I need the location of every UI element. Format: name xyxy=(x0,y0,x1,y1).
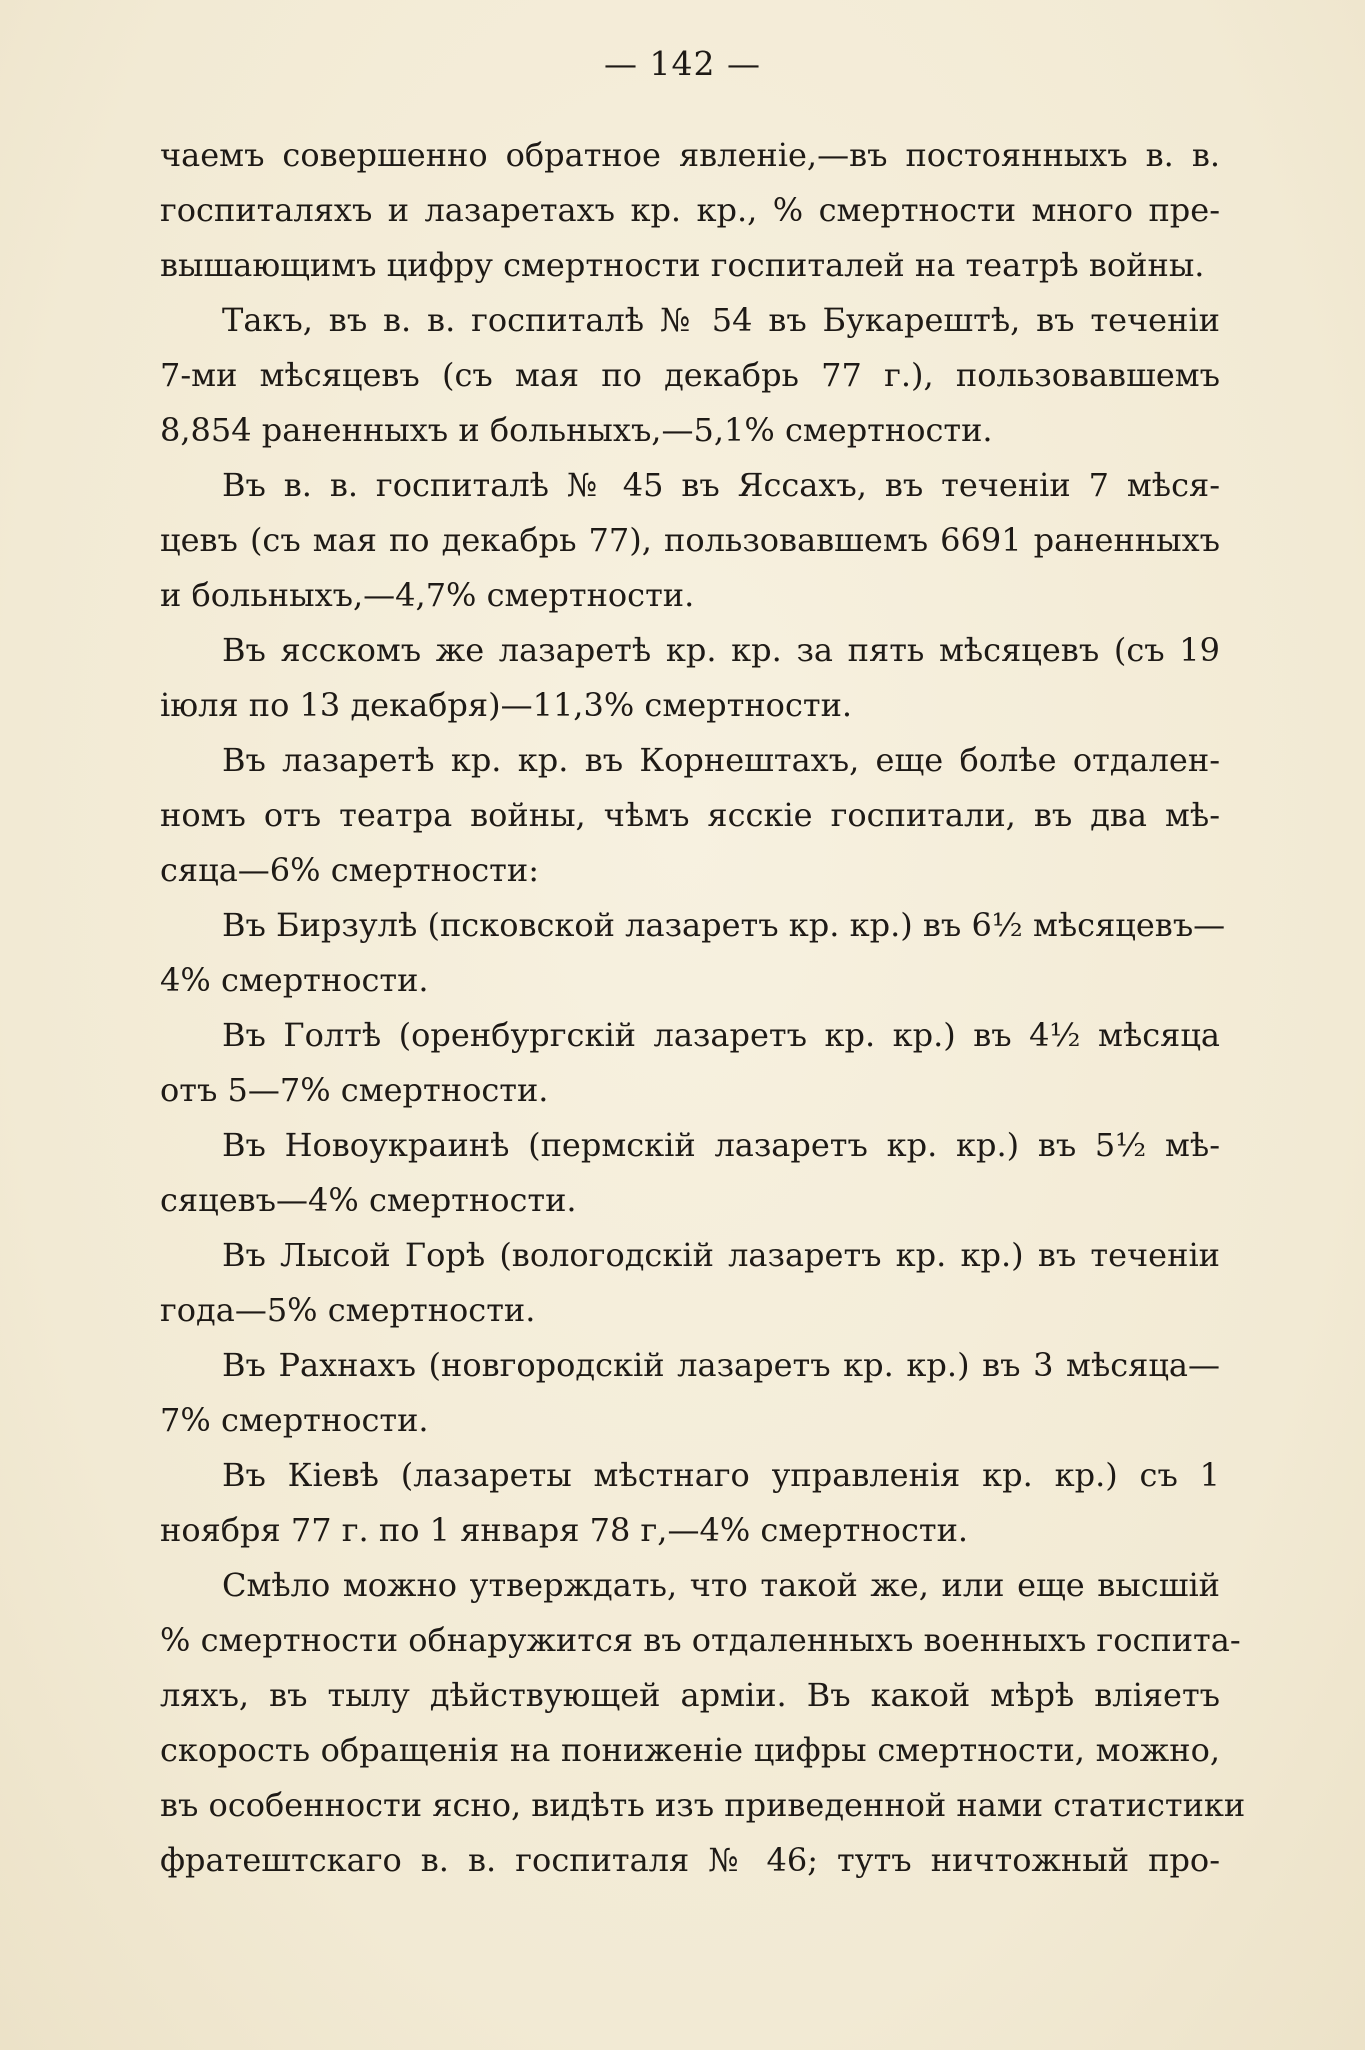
text-line: года—5% смертности. xyxy=(160,1291,536,1329)
text-line: Въ в. в. госпиталѣ № 45 въ Яссахъ, въ теченіи 7 мѣся- xyxy=(222,466,1220,504)
text-line: 7-ми мѣсяцевъ (съ мая по декабрь 77 г.), пользовавшемъ xyxy=(160,356,1220,394)
text-line: Въ ясскомъ же лазаретѣ кр. кр. за пять мѣсяцевъ (съ 19 xyxy=(222,631,1220,669)
paragraph-11 xyxy=(160,1448,1220,1558)
paragraph-6 xyxy=(160,898,1226,1008)
text-line: Въ Рахнахъ (новгородскій лазаретъ кр. кр.) въ 3 мѣсяца— xyxy=(222,1346,1220,1384)
text-line: Смѣло можно утверждать, что такой же, или еще высшій xyxy=(222,1566,1220,1604)
paragraph-5 xyxy=(160,733,1220,898)
text-line: цевъ (съ мая по декабрь 77), пользовавшемъ 6691 раненныхъ xyxy=(160,521,1220,559)
text-line: Такъ, въ в. в. госпиталѣ № 54 въ Букарештѣ, въ теченіи xyxy=(222,301,1220,339)
text-line: госпиталяхъ и лазаретахъ кр. кр., % смертности много пре- xyxy=(160,191,1220,229)
text-line: іюля по 13 декабря)—11,3% смертности. xyxy=(160,686,853,724)
body-text xyxy=(160,128,1246,1888)
text-line: 4% смертности. xyxy=(160,961,429,999)
paragraph-9 xyxy=(160,1228,1220,1338)
paragraph-7 xyxy=(160,1008,1220,1118)
text-line: Въ Бирзулѣ (псковской лазаретъ кр. кр.) въ 6½ мѣсяцевъ— xyxy=(222,906,1226,944)
text-line: Въ Лысой Горѣ (вологодскій лазаретъ кр. кр.) въ теченіи xyxy=(222,1236,1220,1274)
text-line: въ особенности ясно, видѣть изъ приведенной нами статистики xyxy=(160,1786,1246,1824)
page-number: — 142 — xyxy=(604,44,761,83)
text-line: 7% смертности. xyxy=(160,1401,429,1439)
text-line: ляхъ, въ тылу дѣйствующей арміи. Въ какой мѣрѣ вліяетъ xyxy=(160,1676,1220,1714)
text-line: Въ Кіевѣ (лазареты мѣстнаго управленія кр. кр.) съ 1 xyxy=(222,1456,1220,1494)
paragraph-1 xyxy=(160,128,1220,293)
text-line: вышающимъ цифру смертности госпиталей на театрѣ войны. xyxy=(160,246,1205,284)
text-line: скорость обращенія на пониженіе цифры смертности, можно, xyxy=(160,1731,1220,1769)
text-line: сяца—6% смертности: xyxy=(160,851,539,889)
text-line: % смертности обнаружится въ отдаленныхъ военныхъ госпита- xyxy=(160,1621,1241,1659)
text-line: чаемъ совершенно обратное явленіе,—въ постоянныхъ в. в. xyxy=(160,136,1220,174)
text-line: и больныхъ,—4,7% смертности. xyxy=(160,576,695,614)
text-line: Въ Новоукраинѣ (пермскій лазаретъ кр. кр.) въ 5½ мѣ- xyxy=(222,1126,1220,1164)
text-line: 8,854 раненныхъ и больныхъ,—5,1% смертности. xyxy=(160,411,993,449)
paragraph-12 xyxy=(160,1558,1246,1888)
text-line: отъ 5—7% смертности. xyxy=(160,1071,549,1109)
text-line: ноября 77 г. по 1 января 78 г,—4% смертности. xyxy=(160,1511,969,1549)
paragraph-8 xyxy=(160,1118,1220,1228)
paragraph-3 xyxy=(160,458,1220,623)
text-line: номъ отъ театра войны, чѣмъ ясскіе госпитали, въ два мѣ- xyxy=(160,796,1220,834)
paragraph-2 xyxy=(160,293,1220,458)
paragraph-10 xyxy=(160,1338,1220,1448)
text-line: Въ Голтѣ (оренбургскій лазаретъ кр. кр.) въ 4½ мѣсяца xyxy=(222,1016,1220,1054)
text-line: сяцевъ—4% смертности. xyxy=(160,1181,577,1219)
paragraph-4 xyxy=(160,623,1220,733)
text-line: фратештскаго в. в. госпиталя № 46; тутъ ничтожный про- xyxy=(160,1841,1220,1879)
text-line: Въ лазаретѣ кр. кр. въ Корнештахъ, еще болѣе отдален- xyxy=(222,741,1220,779)
